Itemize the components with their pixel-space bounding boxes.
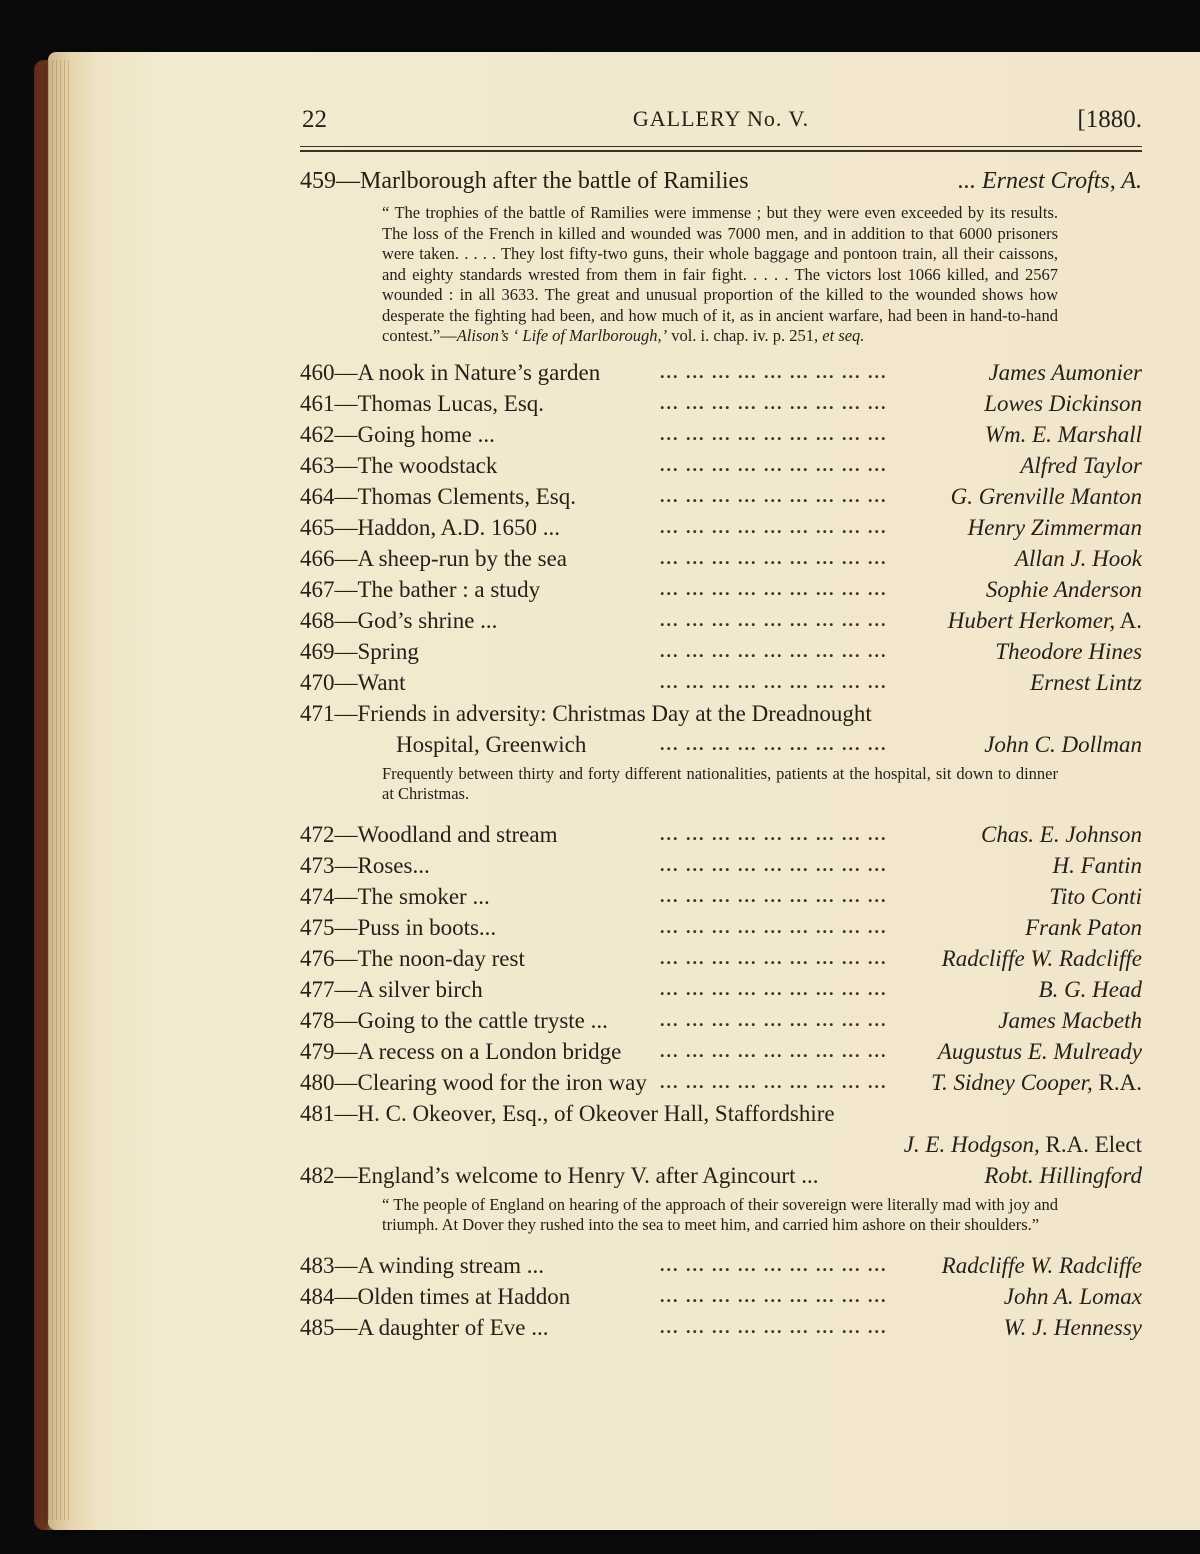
artist-name: Lowes Dickinson <box>984 390 1142 416</box>
quote-text: “ The trophies of the battle of Ramilies were immense ; but they were even exceeded by its results. The loss of the French in killed and wounded was 7000 men, and in addition to that 6000 prisoners were taken. . . . . They lost fifty-two guns, their whole baggage and pontoon train, all their caissons, and eighty standards wrested from them in fair fight. . . . . The victors lost 1066 killed, and 2567 wounded : in all 3633. The great and unusual proportion of the killed to the wounded shows how desperate the fighting had been, and how much of it, as in ancient warfare, had been in hand-to-hand contest.”— <box>382 203 1058 345</box>
artist-name: Wm. E. Marshall <box>984 421 1142 447</box>
leader-dots: ... ... ... ... ... ... ... ... ... <box>660 1316 888 1337</box>
catalogue-entry <box>300 1098 1142 1129</box>
leader-dots: ... ... ... ... ... ... ... ... ... <box>660 547 888 568</box>
entry-artist <box>995 636 1142 667</box>
catalogue-entry <box>300 667 1142 698</box>
leader-dots: ... ... ... ... ... ... ... ... ... <box>660 1285 888 1306</box>
header-rule <box>300 146 1142 152</box>
catalogue-entry <box>300 543 1142 574</box>
artist-name: Radcliffe W. Radcliffe <box>941 945 1142 971</box>
artist-name: J. E. Hodgson, <box>903 1131 1040 1157</box>
entry-artist <box>1004 1281 1142 1312</box>
page-edges <box>48 60 70 1520</box>
entry-title: 478—Going to the cattle tryste ... <box>300 1007 608 1033</box>
leader-dots: ... ... ... ... ... ... ... ... ... <box>660 516 888 537</box>
entry-title: 476—The noon-day rest <box>300 945 525 971</box>
entry-artist <box>1004 1312 1142 1343</box>
catalogue-entry <box>300 698 1142 729</box>
artist-name: Hubert Herkomer, <box>947 607 1116 633</box>
quote-et-seq: et seq. <box>822 326 865 345</box>
catalogue-entry <box>300 881 1142 912</box>
catalogue-entry <box>300 912 1142 943</box>
artist-name: W. J. Hennessy <box>1003 1314 1142 1340</box>
entry-title: 464—Thomas Clements, Esq. <box>300 483 576 509</box>
leader-dots: ... ... ... ... ... ... ... ... ... <box>660 1254 888 1275</box>
entry-artist <box>986 574 1142 605</box>
entry-title: 480—Clearing wood for the iron way <box>300 1069 647 1095</box>
entry-artist <box>985 419 1142 450</box>
artist-name: James Macbeth <box>998 1007 1142 1033</box>
artist-name: James Aumonier <box>988 359 1142 385</box>
catalogue-entry <box>300 512 1142 543</box>
catalogue-entry-continuation <box>300 1129 1142 1160</box>
artist-name: Frank Paton <box>1025 914 1142 940</box>
catalogue-entry <box>300 819 1142 850</box>
quote-reference: vol. i. chap. iv. p. 251, <box>667 326 823 345</box>
leader-dots: ... ... ... ... ... ... ... ... ... <box>660 392 888 413</box>
entry-title-continued: Hospital, Greenwich <box>396 731 587 757</box>
entry-artist <box>984 388 1142 419</box>
entry-artist <box>951 481 1142 512</box>
entry-artist <box>981 819 1142 850</box>
catalogue-entry <box>300 1312 1142 1343</box>
artist-name: Chas. E. Johnson <box>981 821 1142 847</box>
page-content <box>300 96 1142 1343</box>
quote-source: Alison’s ‘ Life of Marlborough,’ <box>456 326 668 345</box>
entry-list <box>300 819 1142 1098</box>
entry-artist <box>1039 974 1142 1005</box>
entry-title: 475—Puss in boots... <box>300 914 497 940</box>
entry-title: 477—A silver birch <box>300 976 483 1002</box>
leader-dots: ... ... ... ... ... ... ... ... ... <box>660 423 888 444</box>
catalogue-entry <box>300 1067 1142 1098</box>
entry-note: “ The people of England on hearing of the approach of their sovereign were literally mad with joy and triumph. At Dover they rushed into the sea to meet him, and carried him ashore on their shoulders.” <box>382 1194 1058 1234</box>
catalogue-entry <box>300 357 1142 388</box>
catalogue-entry <box>300 943 1142 974</box>
entry-artist <box>1025 912 1142 943</box>
artist-name: T. Sidney Cooper, <box>930 1069 1093 1095</box>
entry-title: 483—A winding stream ... <box>300 1252 545 1278</box>
entry-title: 467—The bather : a study <box>300 576 541 602</box>
entry-title: 465—Haddon, A.D. 1650 ... <box>300 514 561 540</box>
catalogue-entry <box>300 1160 1142 1191</box>
artist-name: Ernest Lintz <box>1030 669 1142 695</box>
catalogue-entry <box>300 1250 1142 1281</box>
gallery-title: GALLERY No. V. <box>632 106 810 131</box>
running-header <box>300 96 1142 136</box>
entry-note: Frequently between thirty and forty different nationalities, patients at the hospital, sit down to dinner at Christmas. <box>382 763 1058 803</box>
leader-dots: ... ... ... ... ... ... ... ... ... <box>660 454 888 475</box>
entry-artist <box>938 1036 1142 1067</box>
entry-artist <box>904 1129 1142 1160</box>
entry-artist: John C. Dollman <box>984 731 1142 757</box>
entry-artist <box>942 943 1142 974</box>
entry-list <box>300 1250 1142 1343</box>
entry-artist <box>968 512 1142 543</box>
catalogue-entry <box>300 850 1142 881</box>
artist-suffix: A. <box>1115 607 1142 633</box>
entry-title: 474—The smoker ... <box>300 883 490 909</box>
entry-title: 473—Roses... <box>300 852 430 878</box>
catalogue-entry <box>300 481 1142 512</box>
leader-dots: ... ... ... ... ... ... ... ... ... <box>660 609 888 630</box>
entry-artist <box>1020 450 1142 481</box>
catalogue-entry <box>300 636 1142 667</box>
entry-title: 481—H. C. Okeover, Esq., of Okeover Hall, Staffordshire <box>300 1100 835 1126</box>
leader-dots: ... ... ... ... ... ... ... ... ... <box>660 1071 888 1092</box>
entry-title: 460—A nook in Nature’s garden <box>300 359 601 385</box>
artist-name: Sophie Anderson <box>985 576 1142 602</box>
page-number: 22 <box>302 106 327 133</box>
entry-title: 468—God’s shrine ... <box>300 607 498 633</box>
catalogue-entry <box>300 166 1142 197</box>
entry-artist <box>931 1067 1142 1098</box>
entry-artist: ... Ernest Crofts, A. <box>957 168 1142 194</box>
catalogue-entry <box>300 605 1142 636</box>
leader-dots: ... ... ... ... ... ... ... ... ... <box>660 578 888 599</box>
artist-suffix: R.A. Elect <box>1039 1131 1142 1157</box>
leader-dots: ... ... ... ... ... ... ... ... ... <box>660 916 888 937</box>
leader-dots: ... ... ... ... ... ... ... ... ... <box>660 671 888 692</box>
artist-name: John A. Lomax <box>1003 1283 1142 1309</box>
entry-title: 479—A recess on a London bridge <box>300 1038 622 1064</box>
leader-dots: ... ... ... ... ... ... ... ... ... <box>660 485 888 506</box>
leader-dots: ... ... ... ... ... ... ... ... ... <box>660 978 888 999</box>
leader-dots: ... ... ... ... ... ... ... ... ... <box>660 733 888 754</box>
catalogue-entry <box>300 1036 1142 1067</box>
catalogue-entry <box>300 974 1142 1005</box>
catalogue-entry <box>300 450 1142 481</box>
catalogue-entry <box>300 419 1142 450</box>
entry-title: 461—Thomas Lucas, Esq. <box>300 390 545 416</box>
artist-name: Allan J. Hook <box>1014 545 1142 571</box>
entry-artist <box>942 1250 1142 1281</box>
artist-name: Augustus E. Mulready <box>937 1038 1142 1064</box>
entry-title: 462—Going home ... <box>300 421 495 447</box>
entry-artist <box>1030 667 1142 698</box>
entry-title: 472—Woodland and stream <box>300 821 558 847</box>
artist-name: Tito Conti <box>1049 883 1142 909</box>
entry-artist <box>948 605 1142 636</box>
entry-title: 471—Friends in adversity: Christmas Day at the Dreadnought <box>300 700 872 726</box>
leader-dots: ... ... ... ... ... ... ... ... ... <box>660 885 888 906</box>
entry-artist <box>1049 881 1142 912</box>
artist-suffix: R.A. <box>1092 1069 1142 1095</box>
entry-title: 485—A daughter of Eve ... <box>300 1314 549 1340</box>
artist-name: Theodore Hines <box>995 638 1142 664</box>
leader-dots: ... ... ... ... ... ... ... ... ... <box>660 1009 888 1030</box>
entry-artist <box>998 1005 1142 1036</box>
artist-name: H. Fantin <box>1052 852 1142 878</box>
leader-dots: ... ... ... ... ... ... ... ... ... <box>660 361 888 382</box>
entry-title: 484—Olden times at Haddon <box>300 1283 571 1309</box>
catalogue-entry <box>300 1005 1142 1036</box>
leader-dots: ... ... ... ... ... ... ... ... ... <box>660 947 888 968</box>
entry-list <box>300 357 1142 698</box>
year: [1880. <box>1077 106 1142 133</box>
entry-title: 470—Want <box>300 669 406 695</box>
artist-name: Henry Zimmerman <box>967 514 1142 540</box>
catalogue-entry <box>300 574 1142 605</box>
leader-dots: ... ... ... ... ... ... ... ... ... <box>660 823 888 844</box>
entry-artist <box>1015 543 1142 574</box>
entry-title: 459—Marlborough after the battle of Ramilies <box>300 168 749 194</box>
entry-artist <box>1053 850 1142 881</box>
entry-title: 482—England’s welcome to Henry V. after Agincourt ... <box>300 1162 819 1188</box>
entry-title: 469—Spring <box>300 638 419 664</box>
entry-artist <box>988 357 1142 388</box>
catalogue-entry <box>300 388 1142 419</box>
leader-dots: ... ... ... ... ... ... ... ... ... <box>660 640 888 661</box>
catalogue-entry <box>300 1281 1142 1312</box>
artist-name: G. Grenville Manton <box>950 483 1142 509</box>
entry-title: 463—The woodstack <box>300 452 498 478</box>
entry-artist: Robt. Hillingford <box>984 1162 1142 1188</box>
artist-name: B. G. Head <box>1038 976 1142 1002</box>
quote-note <box>382 203 1058 347</box>
artist-name: Alfred Taylor <box>1020 452 1142 478</box>
leader-dots: ... ... ... ... ... ... ... ... ... <box>660 854 888 875</box>
leader-dots: ... ... ... ... ... ... ... ... ... <box>660 1040 888 1061</box>
entry-title: 466—A sheep-run by the sea <box>300 545 567 571</box>
artist-name: Radcliffe W. Radcliffe <box>941 1252 1142 1278</box>
catalogue-entry-continuation <box>300 729 1142 760</box>
